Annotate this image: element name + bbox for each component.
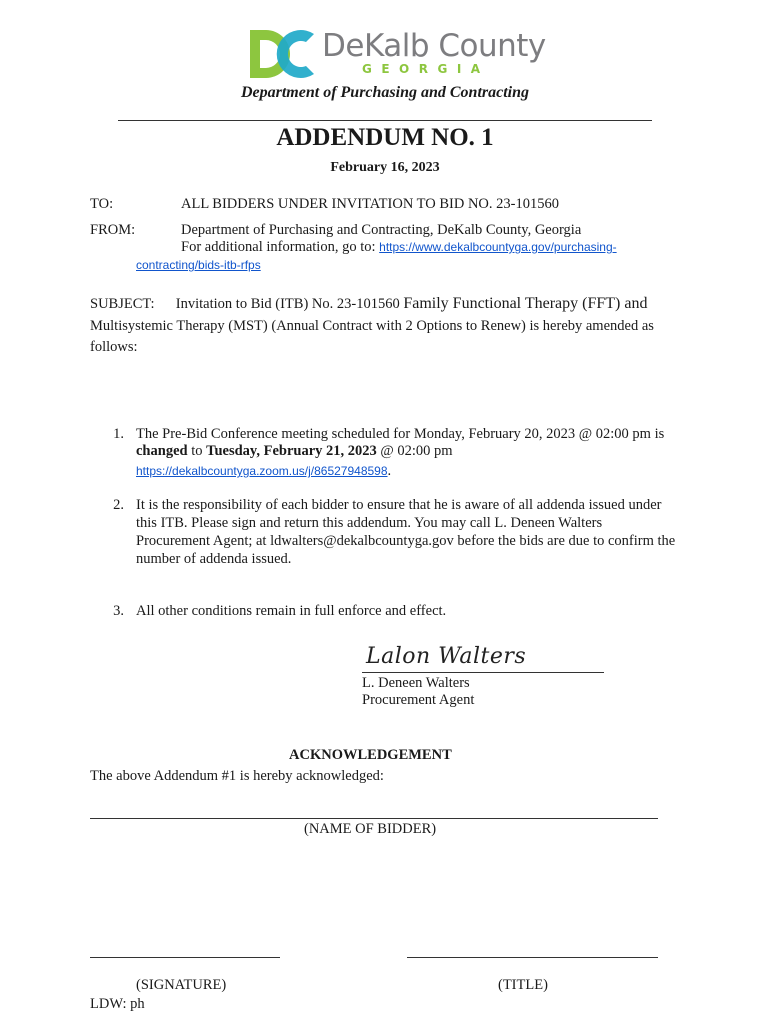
- footer-initials: LDW: ph: [90, 996, 145, 1012]
- subject-line3: follows:: [90, 339, 138, 355]
- zoom-link[interactable]: https://dekalbcountyga.zoom.us/j/86527948598: [136, 464, 388, 478]
- addendum-date: February 16, 2023: [330, 160, 440, 175]
- list-item-number: 3.: [113, 603, 124, 619]
- item2-line3: Procurement Agent; at ldwalters@dekalbcountyga.gov before the bids are due to confirm the: [136, 533, 676, 549]
- header-divider: [118, 120, 652, 121]
- acknowledgement-text: The above Addendum #1 is hereby acknowledged:: [90, 768, 384, 784]
- list-item-number: 1.: [113, 426, 124, 442]
- bidder-name-line: [90, 818, 658, 819]
- item1-new-date: Tuesday, February 21, 2023: [206, 443, 377, 459]
- title-field-label: (TITLE): [498, 977, 548, 993]
- purchasing-link-continued[interactable]: contracting/bids-itb-rfps: [136, 258, 261, 272]
- signer-name: L. Deneen Walters: [362, 675, 470, 691]
- page-title: ADDENDUM NO. 1: [276, 124, 494, 151]
- signature-field-line: [90, 957, 280, 958]
- item2-line2: this ITB. Please sign and return this addendum. You may call L. Deneen Walters: [136, 515, 603, 531]
- logo-name: DeKalb County: [322, 28, 546, 64]
- title-field-line: [407, 957, 658, 958]
- subject-line2: Multisystemic Therapy (MST) (Annual Contract with 2 Options to Renew) is hereby amended as: [90, 318, 654, 334]
- from-line1: Department of Purchasing and Contracting, DeKalb County, Georgia: [181, 222, 582, 238]
- subject-line1: [90, 295, 647, 313]
- item1-changed: changed: [136, 443, 188, 459]
- signature-field-label: (SIGNATURE): [136, 977, 227, 993]
- dc-logo-mark-icon: [248, 28, 320, 80]
- handwritten-signature: Lalon Walters: [366, 644, 527, 669]
- from-line2-prefix: For additional information, go to:: [181, 239, 376, 255]
- logo-state: GEORGIA: [362, 62, 490, 76]
- acknowledgement-heading: ACKNOWLEDGEMENT: [289, 747, 452, 763]
- item1-link-line: https://dekalbcountyga.zoom.us/j/86527948598.: [136, 463, 392, 479]
- purchasing-link[interactable]: https://www.dekalbcountyga.gov/purchasing-: [379, 240, 617, 254]
- to-label: TO:: [90, 196, 114, 212]
- bidder-name-label: (NAME OF BIDDER): [304, 821, 437, 837]
- item1-line2: changed to Tuesday, February 21, 2023 @ 02:00 pm: [136, 443, 453, 459]
- item3-line1: All other conditions remain in full enforce and effect.: [136, 603, 447, 619]
- department-title: Department of Purchasing and Contracting: [240, 84, 530, 101]
- signer-role: Procurement Agent: [362, 692, 475, 708]
- dekalb-county-logo: [248, 26, 546, 82]
- item1-line1: The Pre-Bid Conference meeting scheduled for Monday, February 20, 2023 @ 02:00 pm is: [136, 426, 665, 442]
- to-text: ALL BIDDERS UNDER INVITATION TO BID NO. 23-101560: [181, 196, 559, 212]
- list-item-number: 2.: [113, 497, 124, 513]
- from-line2: [181, 239, 617, 256]
- subject-title: Family Functional Therapy (FFT) and: [403, 295, 648, 312]
- signature-line: [362, 672, 604, 673]
- item2-line1: It is the responsibility of each bidder to ensure that he is aware of all addenda issued under: [136, 497, 662, 513]
- subject-text: Invitation to Bid (ITB) No. 23-101560: [175, 296, 400, 312]
- item2-line4: number of addenda issued.: [136, 551, 292, 567]
- from-label: FROM:: [90, 222, 136, 238]
- subject-label: SUBJECT:: [90, 296, 155, 312]
